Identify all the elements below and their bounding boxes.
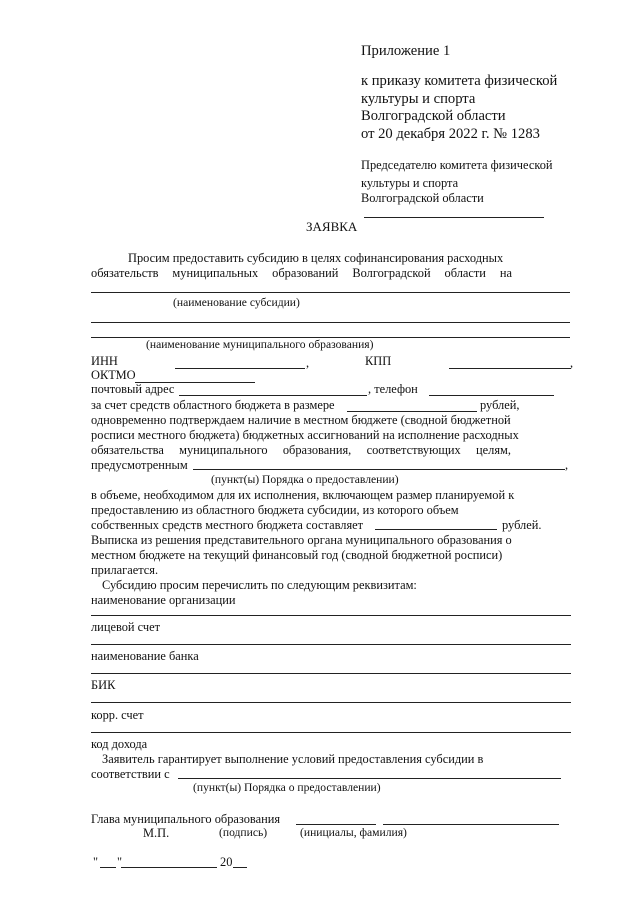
date-year-field[interactable] — [233, 856, 247, 869]
bank-name-field[interactable] — [91, 661, 571, 674]
addressee-line: Председателю комитета физической — [361, 158, 553, 172]
confirm-line: местном бюджете на текущий финансовый год (сводной бюджетной росписи) — [91, 548, 503, 562]
intro-word: обязательств — [91, 266, 159, 280]
confirm-word: образования, — [282, 443, 352, 457]
intro-line — [91, 266, 512, 280]
date-quote-close: " — [117, 855, 123, 869]
name-field[interactable] — [383, 812, 559, 825]
bik-field[interactable] — [91, 690, 571, 703]
postal-address-label: почтовый адрес — [91, 382, 175, 396]
regional-budget-label: за счет средств областного бюджета в размере — [91, 398, 335, 412]
kpp-label: КПП — [365, 354, 392, 368]
phone-field[interactable] — [429, 383, 554, 396]
intro-word: области — [444, 266, 486, 280]
own-funds-rubles: рублей. — [502, 518, 542, 532]
date-day-field[interactable] — [100, 856, 116, 869]
date-year-prefix: 20 — [220, 855, 233, 869]
org-name-label: наименование организации — [91, 593, 236, 607]
confirm-word: обязательства — [91, 443, 164, 457]
head-of-municipality-label: Глава муниципального образования — [91, 812, 281, 826]
confirm-line: росписи местного бюджета) бюджетных ассигнований на исполнение расходных — [91, 428, 519, 442]
confirm-line: предоставлению из областного бюджета субсидии, из которого объем — [91, 503, 459, 517]
guarantee-procedure-field[interactable] — [178, 767, 561, 780]
income-code-label: код дохода — [91, 737, 148, 751]
confirm-line: Выписка из решения представительного органа муниципального образования о — [91, 533, 512, 547]
municipality-caption: (наименование муниципального образования) — [146, 338, 374, 351]
intro-word: на — [499, 266, 512, 280]
date-month-field[interactable] — [121, 856, 217, 869]
inn-comma: , — [306, 356, 310, 370]
subsidy-name-field-2[interactable] — [91, 310, 570, 323]
procedure-caption: (пункт(ы) Порядка о предоставлении) — [211, 473, 399, 486]
signature-field[interactable] — [296, 812, 376, 825]
confirm-word: целям, — [476, 443, 511, 457]
guarantee-line: Заявитель гарантирует выполнение условий предоставления субсидии в — [102, 752, 484, 766]
org-name-field[interactable] — [91, 603, 571, 616]
guarantee-caption: (пункт(ы) Порядка о предоставлении) — [193, 781, 381, 794]
name-caption: (инициалы, фамилия) — [300, 826, 407, 839]
inn-field[interactable] — [175, 356, 305, 369]
rubles-label: рублей, — [480, 398, 520, 412]
bank-request-line: Субсидию просим перечислить по следующим реквизитам: — [102, 578, 417, 592]
inn-label: ИНН — [91, 354, 118, 368]
subsidy-caption: (наименование субсидии) — [173, 296, 300, 309]
subsidy-name-field[interactable] — [91, 280, 570, 293]
confirm-line — [91, 443, 511, 457]
intro-line: Просим предоставить субсидию в целях софинансирования расходных — [128, 251, 504, 265]
kpp-comma: , — [570, 356, 574, 370]
date-quote-open: " — [93, 855, 99, 869]
procedure-comma: , — [565, 458, 569, 472]
order-reference-line: культуры и спорта — [361, 91, 476, 107]
confirm-word: муниципального — [179, 443, 268, 457]
document-title: ЗАЯВКА — [306, 219, 358, 234]
addressee-name-field[interactable] — [364, 205, 544, 218]
regional-budget-amount-field[interactable] — [347, 399, 477, 412]
bik-label: БИК — [91, 678, 116, 692]
order-reference-line: от 20 декабря 2022 г. № 1283 — [361, 126, 540, 142]
addressee-line: культуры и спорта — [361, 176, 459, 190]
intro-word: образований — [272, 266, 339, 280]
stamp-label: М.П. — [143, 826, 170, 840]
appendix-title: Приложение 1 — [361, 43, 451, 59]
account-field[interactable] — [91, 632, 571, 645]
confirm-line: прилагается. — [91, 563, 159, 577]
order-reference-line: к приказу комитета физической — [361, 73, 558, 89]
order-reference-line: Волгоградской области — [361, 108, 506, 124]
own-funds-label: собственных средств местного бюджета составляет — [91, 518, 364, 532]
phone-label: , телефон — [368, 382, 418, 396]
own-funds-amount-field[interactable] — [375, 518, 497, 531]
provided-by-label: предусмотренным — [91, 458, 188, 472]
bank-name-label: наименование банка — [91, 649, 199, 663]
corr-account-label: корр. счет — [91, 708, 144, 722]
guarantee-line: соответствии с — [91, 767, 170, 781]
confirm-line: в объеме, необходимом для их исполнения, включающем размер планируемой к — [91, 488, 515, 502]
confirm-word: соответствующих — [366, 443, 461, 457]
addressee-line: Волгоградской области — [361, 191, 484, 205]
account-label: лицевой счет — [91, 620, 161, 634]
confirm-line: одновременно подтверждаем наличие в местном бюджете (сводной бюджетной — [91, 413, 511, 427]
postal-address-field[interactable] — [179, 383, 367, 396]
municipality-name-field[interactable] — [91, 325, 570, 338]
signature-caption: (подпись) — [219, 826, 268, 839]
corr-account-field[interactable] — [91, 720, 571, 733]
intro-word: Волгоградской — [352, 266, 431, 280]
procedure-points-field[interactable] — [193, 458, 565, 471]
kpp-field[interactable] — [449, 356, 574, 370]
intro-word: муниципальных — [172, 266, 259, 280]
oktmo-label: ОКТМО — [91, 368, 136, 382]
